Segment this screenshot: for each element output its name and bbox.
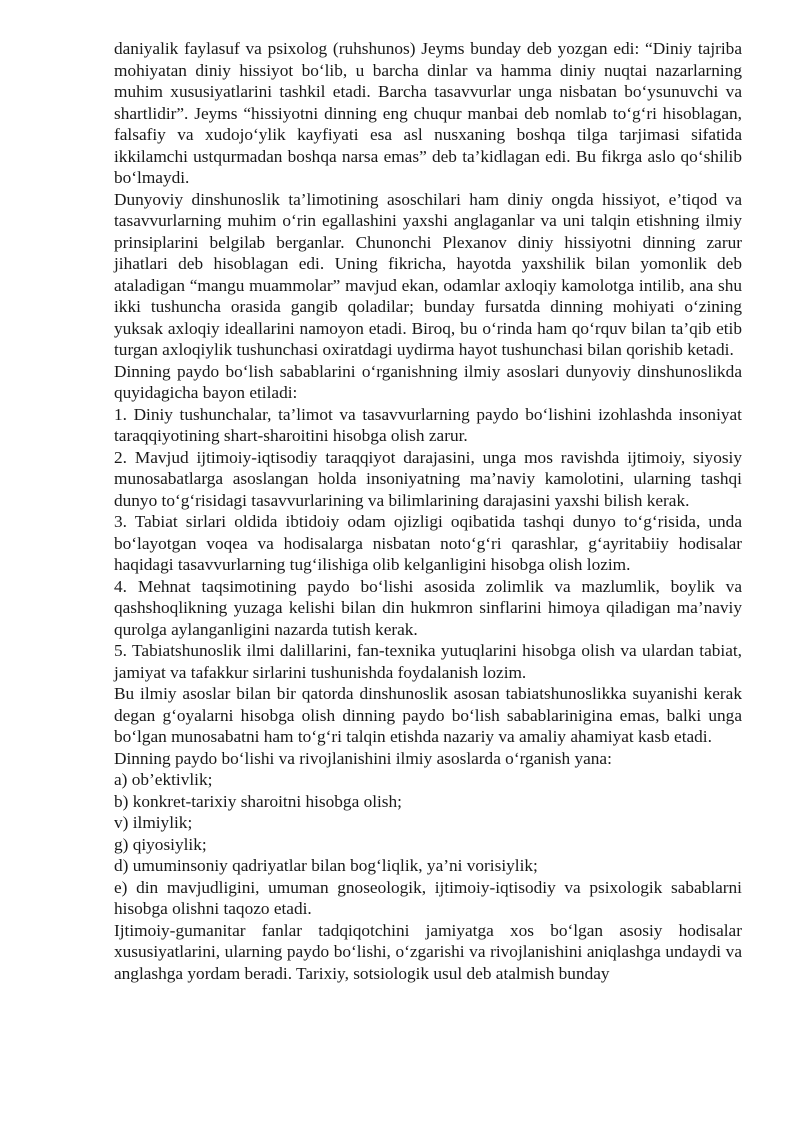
paragraph-secular-religious-studies: Dunyoviy dinshunoslik ta’limotining asoschilari ham diniy ongda hissiyot, e’tiqod va tasavvurlarning muhim o‘rin egallashini yaxshi anglaganlar va uni talqin etishning ilmiy prinsiplarini belgilab berganlar. Chunonchi Plexanov diniy hissiyotni dinning zarur jihatlari deb hisoblagan edi. Uning fikricha, hayotda yaxshilik bilan yomonlik deb ataladigan “mangu muammolar” mavjud ekan, odamlar axloqiy kamolotga intilib, ana shu ikki tushuncha orasida gangib qoladilar; bunday fursatda dinning mohiyati o‘zining yuksak axloqiy ideallarini namoyon etadi. Biroq, bu o‘rinda ham qo‘rquv bilan ta’qib etib turgan axloqiylik tushunchasi oxiratdagi uydirma hayot tushunchasi bilan qorishib ketadi. bbox=[114, 189, 742, 359]
list-item-3: 3. Tabiat sirlari oldida ibtidoiy odam ojizligi oqibatida tashqi dunyo to‘g‘risida, unda bo‘layotgan voqea va hodisalarga nisbatan noto‘g‘ri qarashlar, g‘ayritabiiy hodisalar haqidagi tasavvurlarning tug‘ilishiga olib kelganligini hisobga olish lozim. bbox=[114, 512, 742, 574]
paragraph-scientific-bases-intro: Dinning paydo bo‘lish sabablarini o‘rganishning ilmiy asoslari dunyoviy dinshunoslikda quyidagicha bayon etiladi: bbox=[114, 361, 742, 402]
list-item-2: 2. Mavjud ijtimoiy-iqtisodiy taraqqiyot darajasini, unga mos ravishda ijtimoiy, siyosiy munosabatlarga asoslangan holda insoniyatning ma’naviy kamolotini, ularning tashqi dunyo to‘g‘risidagi tasavvurlarining va bilimlarining darajasini yaxshi bilish kerak. bbox=[114, 447, 742, 510]
paragraph-james-quote: daniyalik faylasuf va psixolog (ruhshunos) Jeyms bunday deb yozgan edi: “Diniy tajriba mohiyatan diniy hissiyot bo‘lib, u barcha dinlar va hamma diniy nuqtai nazarlarning muhim xususiyatlarini tashkil etadi. Barcha tasavvurlar unga nisbatan bo‘ysunuvchi va shartlidir”. Jeyms “hissiyotni dinning eng chuqur manbai deb nomlab to‘g‘ri hisoblagan, falsafiy va xudojo‘ylik kayfiyati esa asl nusxaning boshqa tilga tarjimasi sifatida ikkilamchi ustqurmadan boshqa narsa emas” deb ta’kidlagan edi. Bu fikrga aslo qo‘shilib bo‘lmaydi. bbox=[114, 39, 742, 187]
paragraph-social-humanitarian: Ijtimoiy-gumanitar fanlar tadqiqotchini jamiyatga xos bo‘lgan asosiy hodisalar xususiyatlarini, ularning paydo bo‘lishi, o‘zgarishi va rivojlanishini aniqlashga undaydi va anglashga yordam beradi. Tarixiy, sotsiologik usul deb atalmish bunday bbox=[114, 920, 742, 983]
list-item-d: d) umuminsoniy qadriyatlar bilan bog‘liqlik, ya’ni vorisiylik; bbox=[114, 856, 538, 875]
list-item-4: 4. Mehnat taqsimotining paydo bo‘lishi asosida zolimlik va mazlumlik, boylik va qashshoqlikning yuzaga kelishi bilan din hukmron sinflarini himoya qiladigan ma’naviy qurolga aylanganligini nazarda tutish kerak. bbox=[114, 576, 742, 639]
list-item-5: 5. Tabiatshunoslik ilmi dalillarini, fan-texnika yutuqlarini hisobga olish va ulardan tabiat, jamiyat va tafakkur sirlarini tushunishda foydalanish lozim. bbox=[114, 641, 742, 682]
list-item-e: e) din mavjudligini, umuman gnoseologik, ijtimoiy-iqtisodiy va psixologik sabablarni hisobga olishni taqozo etadi. bbox=[114, 877, 742, 918]
paragraph-study-requirements: Dinning paydo bo‘lishi va rivojlanishini ilmiy asoslarda o‘rganish yana: bbox=[114, 748, 612, 768]
list-item-v: v) ilmiylik; bbox=[114, 813, 193, 832]
list-item-g: g) qiyosiylik; bbox=[114, 834, 207, 854]
paragraph-natural-science: Bu ilmiy asoslar bilan bir qatorda dinshunoslik asosan tabiatshunoslikka suyanishi kerak degan g‘oyalarni hisobga olish dinning paydo bo‘lish sabablarinigina emas, balki unga bo‘lgan munosabatni ham to‘g‘ri talqin etishda nazariy va amaliy ahamiyat kasb etadi. bbox=[114, 684, 742, 746]
document-body bbox=[114, 38, 742, 984]
list-item-1: 1. Diniy tushunchalar, ta’limot va tasavvurlarning paydo bo‘lishini izohlashda insoniyat taraqqiyotining shart-sharoitini hisobga olish zarur. bbox=[114, 404, 742, 445]
list-item-a: a) ob’ektivlik; bbox=[114, 770, 213, 789]
list-item-b: b) konkret-tarixiy sharoitni hisobga olish; bbox=[114, 791, 402, 811]
